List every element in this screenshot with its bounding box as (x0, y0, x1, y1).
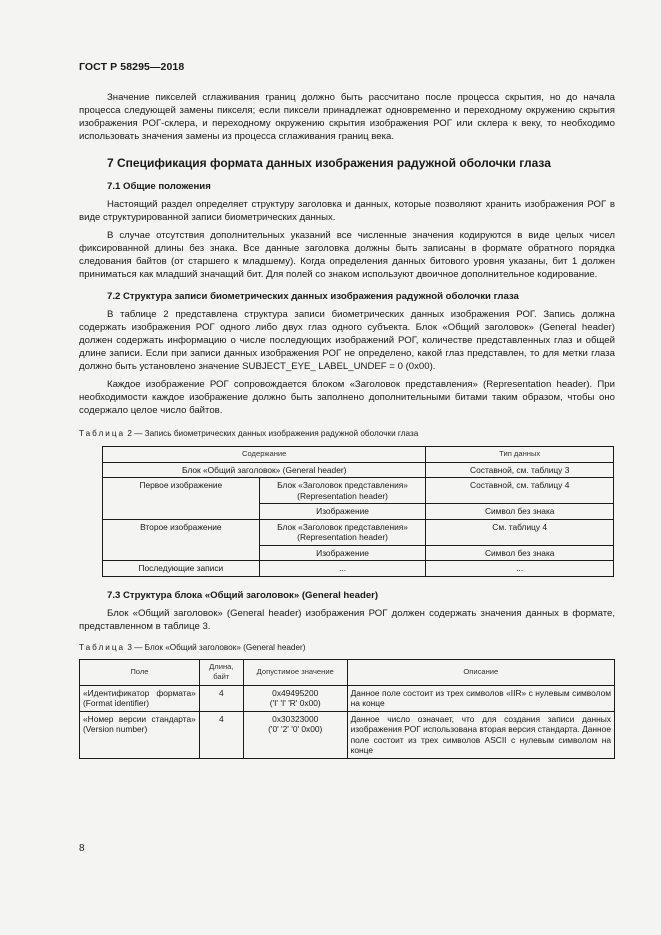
table-row (80, 659, 615, 685)
table-cell: Первое изображение (103, 478, 260, 520)
table-2-header-type: Тип данных (426, 447, 614, 463)
table-row (103, 519, 614, 545)
table-cell: Составной, см. таблицу 3 (426, 462, 614, 478)
table-cell: 4 (199, 711, 243, 758)
table-cell (243, 711, 347, 758)
page-number: 8 (79, 843, 85, 854)
table-cell: ... (259, 561, 426, 577)
table-cell: Второе изображение (103, 519, 260, 561)
table-cell: См. таблицу 4 (426, 519, 614, 545)
table-2-header-content: Содержание (103, 447, 426, 463)
section-7-1-paragraph-2: В случае отсутствия дополнительных указаний все численные значения кодируются в виде целых чисел фиксированной длины без знака. Все данные заголовка должны быть записаны в формате обратного порядка следования байтов (от старшего к младшему). Когда определения данных битового уровня указаны, бит 1 должен приниматься как младший значащий бит. Для полей со знаком используют двоичное дополнительное кодирование. (79, 230, 615, 280)
table-row (103, 561, 614, 577)
table-3-header-description: Описание (347, 659, 614, 685)
section-7-3-paragraph: Блок «Общий заголовок» (General header) изображения РОГ должен содержать значения данных в формате, представленном в таблице 3. (79, 607, 615, 632)
table-cell: Символ без знака (426, 545, 614, 561)
table-cell: Данное поле состоит из трех символов «IIR» с нулевым символом на конце (347, 685, 614, 711)
section-7-1-title: 7.1 Общие положения (107, 181, 211, 192)
table-cell: 4 (199, 685, 243, 711)
section-7-2-paragraph-1: В таблице 2 представлена структура записи биометрических данных изображения РОГ. Запись должна содержать изображения РОГ одного либо двух глаз одного субъекта. Блок «Общий заголовок» (General header) должен содержать информацию о числе последующих изображений РОГ, количестве представленных глаз и общей длине записи. Если при записи данных изображения РОГ не определено, какой глаз представлен, то для метки глаза должно быть установлено значение SUBJECT_EYE_ LABEL_UNDEF = 0 (0x00). (79, 309, 615, 372)
table-3-header-length: Длина, байт (199, 659, 243, 685)
table-2 (102, 446, 614, 577)
page-content (79, 91, 615, 759)
table-cell: ... (426, 561, 614, 577)
allowed-value-chars: ('0' '2' '0' 0x00) (268, 724, 323, 734)
table-3 (79, 659, 615, 759)
table-3-header-field: Поле (80, 659, 200, 685)
table-3-header-allowed: Допустимое значение (243, 659, 347, 685)
table-cell: Блок «Заголовок представления» (Representation header) (259, 519, 426, 545)
standard-code: ГОСТ Р 58295—2018 (79, 61, 185, 73)
table-3-caption: Таблица 3 — Блок «Общий заголовок» (General header) (79, 642, 306, 652)
allowed-value: 0x30323000 (272, 713, 319, 724)
table-cell: «Номер версии стандарта» (Version number) (80, 711, 200, 758)
section-7-1-paragraph-1: Настоящий раздел определяет структуру заголовка и данных, которые позволяют хранить изображения РОГ в виде структурированной записи биометрических данных. (79, 199, 615, 223)
table-2-caption: Таблица 2 — Запись биометрических данных изображения радужной оболочки глаза (79, 429, 419, 438)
table-row (80, 711, 615, 758)
intro-paragraph: Значение пикселей сглаживания границ должно быть рассчитано после процесса скрытия, но до начала процесса следующей замены пикселя; если пиксели принадлежат одновременно и переходному окружению скрытия изображения РОГ-склера, и переходному окружению скрытия изображения РОГ или склера к веку, то необходимо использовать значения замены из процесса сглаживания границ века. (79, 92, 615, 142)
section-7-title: 7 Спецификация формата данных изображения радужной оболочки глаза (107, 156, 551, 170)
table-row (103, 462, 614, 478)
table-cell: Блок «Заголовок представления» (Representation header) (259, 478, 426, 504)
table-row (80, 685, 615, 711)
allowed-value: 0x49495200 (272, 687, 319, 698)
table-cell: Последующие записи (103, 561, 260, 577)
section-7-2-paragraph-2: Каждое изображение РОГ сопровождается блоком «Заголовок представления» (Representation header). При необходимости каждое изображение должно быть заполнено дополнительными битами таким образом, чтобы оно содержало целое число байтов. (79, 379, 615, 416)
table-cell: «Идентификатор формата» (Format identifier) (80, 685, 200, 711)
table-cell (243, 685, 347, 711)
table-row (103, 478, 614, 504)
table-cell: Данное число означает, что для создания записи данных изображения РОГ использована вторая версия стандарта. Данное поле состоит из трех символов ASCII с нулевым символом на конце (347, 711, 614, 758)
table-row (103, 447, 614, 463)
section-7-3-title: 7.3 Структура блока «Общий заголовок» (General header) (107, 589, 379, 601)
allowed-value-chars: ('I' 'I' 'R' 0x00) (269, 698, 321, 708)
table-cell: Символ без знака (426, 504, 614, 520)
table-cell: Составной, см. таблицу 4 (426, 478, 614, 504)
table-cell: Изображение (259, 545, 426, 561)
table-cell: Изображение (259, 504, 426, 520)
table-cell: Блок «Общий заголовок» (General header) (103, 462, 426, 478)
section-7-2-title: 7.2 Структура записи биометрических данных изображения радужной оболочки глаза (107, 291, 519, 302)
